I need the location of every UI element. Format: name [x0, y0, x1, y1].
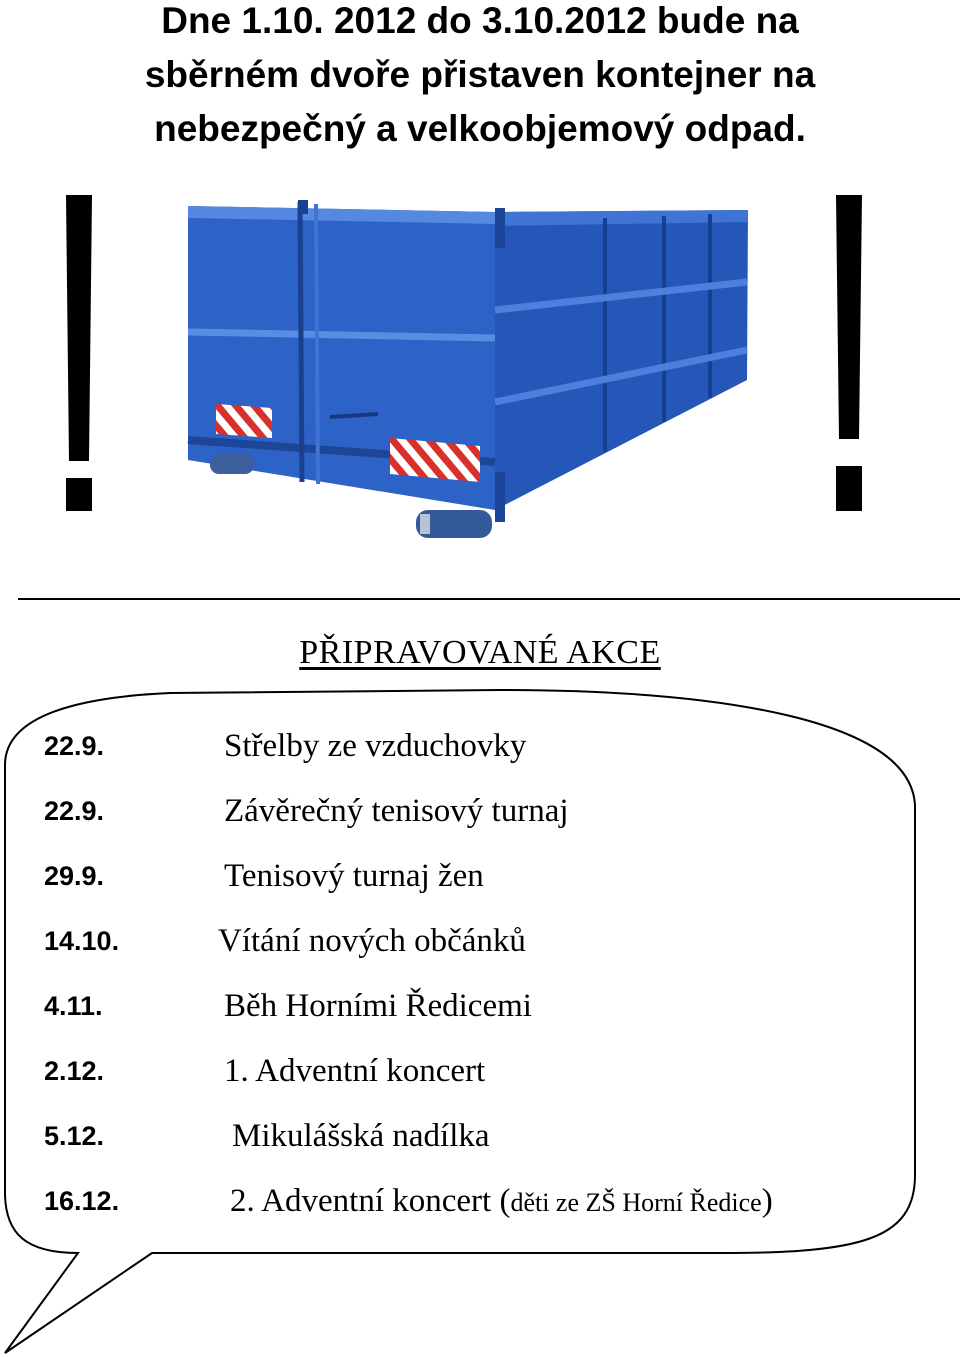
section-title: PŘIPRAVOVANÉ AKCE	[299, 634, 661, 671]
list-item	[44, 986, 944, 1051]
announcement-line-1: Dne 1.10. 2012 do 3.10.2012 bude na	[161, 0, 799, 41]
list-item	[44, 1051, 944, 1116]
event-date: 16.12.	[44, 1186, 120, 1216]
list-item	[44, 856, 944, 921]
event-date: 5.12.	[44, 1121, 105, 1151]
event-name: Vítání nových občánků	[218, 923, 526, 959]
event-name: Tenisový turnaj žen	[224, 858, 484, 894]
event-name-main: 2. Adventní koncert (	[230, 1183, 511, 1219]
event-date: 14.10.	[44, 926, 120, 956]
event-list	[44, 726, 944, 1246]
event-date: 29.9.	[44, 861, 105, 891]
event-name: Mikulášská nadílka	[232, 1118, 490, 1154]
announcement-line-3: nebezpečný a velkoobjemový odpad.	[154, 108, 806, 149]
event-name: Běh Horními Ředicemi	[224, 988, 532, 1024]
event-name-suffix: )	[761, 1183, 773, 1219]
list-item	[44, 726, 944, 791]
event-name	[230, 1181, 773, 1223]
list-item	[44, 1181, 944, 1246]
list-item	[44, 921, 944, 986]
event-date: 22.9.	[44, 796, 105, 826]
event-date: 4.11.	[44, 991, 103, 1021]
event-date: 22.9.	[44, 731, 105, 761]
exclamation-mark-icon	[834, 195, 864, 511]
waste-container-image	[180, 192, 760, 562]
announcement-headline	[0, 0, 960, 156]
event-name: Závěrečný tenisový turnaj	[224, 793, 569, 829]
event-name: Střelby ze vzduchovky	[224, 728, 527, 764]
event-date: 2.12.	[44, 1056, 105, 1086]
divider-line	[18, 598, 960, 600]
event-name: 1. Adventní koncert	[224, 1053, 486, 1089]
exclamation-mark-icon	[64, 195, 94, 511]
list-item	[44, 1116, 944, 1181]
announcement-line-2: sběrném dvoře přistaven kontejner na	[144, 54, 816, 95]
list-item	[44, 791, 944, 856]
event-note: děti ze ZŠ Horní Ředice	[510, 1188, 762, 1217]
